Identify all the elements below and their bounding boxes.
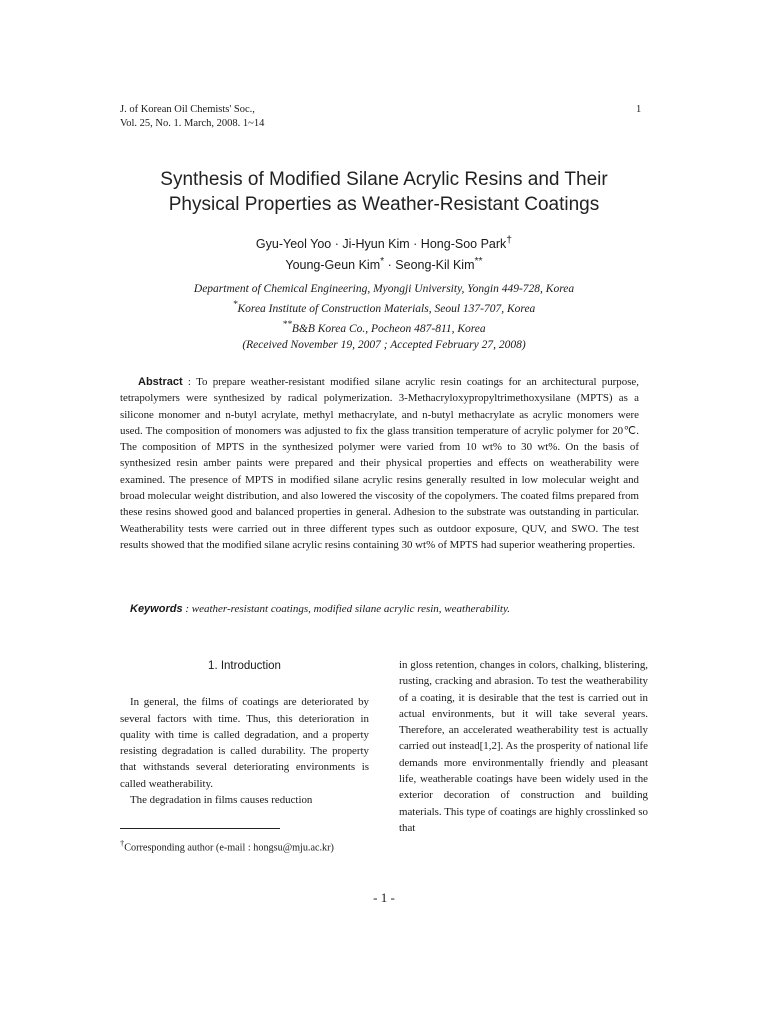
corresponding-author-mark: † <box>506 235 513 246</box>
paper-title <box>60 167 708 217</box>
affiliation-1: Department of Chemical Engineering, Myongji University, Yongin 449-728, Korea <box>193 283 575 295</box>
affiliation-2-text: Korea Institute of Construction Materials, Seoul 137-707, Korea <box>237 303 536 316</box>
footnote-rule <box>120 828 280 829</box>
footnote-text: Corresponding author (e-mail : hongsu@mju.ac.kr) <box>124 842 334 854</box>
affiliation-3-text: B&B Korea Co., Pocheon 487-811, Korea <box>291 323 486 336</box>
right-column <box>399 657 648 836</box>
affiliation-3 <box>60 317 708 337</box>
abstract-text: To prepare weather-resistant modified silane acrylic resin coatings for an architectural purpose, tetrapolymers were synthesized by radical polymerization. 3-Methacryloxypropyltrimethoxysilane (MPTS) as a silicone monomer and n-butyl acrylate, methyl methacrylate, and n-butyl methacrylate as acrylic monomers were used. The composition of monomers was adjusted to fix the glass transition temperature of acrylic polymer for 20℃. The composition of MPTS in the synthesized polymer were varied from 10 wt% to 30 wt%. On the basis of synthesized resin amber paints were prepared and their physical properties and effects on weatherability were examined. The presence of MPTS in modified silane acrylic resins generally resulted in low molecular weight and broad molecular weight distribution, and also lowered the viscosity of the copolymers. The coated films prepared from these resins showed good and balanced properties in general. Adhesion to the substrate was outstanding in particular. Weatherability tests were carried out in three different types such as outdoor exposure, QUV, and SWO. The test results showed that the modified silane acrylic resins containing 30 wt% of MPTS had superior weathering properties. <box>120 376 639 551</box>
abstract <box>120 374 639 553</box>
received-dates: (Received November 19, 2007 ; Accepted February 27, 2008) <box>242 339 526 352</box>
keywords-label: Keywords <box>130 603 183 615</box>
abstract-paragraph <box>120 374 639 553</box>
left-column <box>120 656 369 808</box>
intro-paragraph-2: The degradation in films causes reduction <box>130 794 313 807</box>
authors-line-2 <box>60 253 708 274</box>
author-list <box>60 232 708 274</box>
authors-line-1 <box>60 232 708 253</box>
footnote <box>120 836 380 855</box>
affiliation-3-mark: ** <box>282 319 292 331</box>
intro-paragraph-continued: in gloss retention, changes in colors, chalking, blistering, rusting, cracking and abrasion. To test the weatherability of a coating, it is desirable that the test is carried out in actual environments, but it will take several years. Therefore, an accelerated weatherability test is actually carried out instead[1,2]. As the prosperity of national life demands more environmentally friendly and pleasant life, weatherable coatings have been widely used in the exterior decoration of construction and building materials. This type of coatings are highly crosslinked so that <box>399 659 648 834</box>
affiliation-2-mark: * <box>232 299 238 311</box>
affiliation-mark-1: * <box>380 256 385 268</box>
title-line-1: Synthesis of Modified Silane Acrylic Resins and Their <box>160 169 608 190</box>
author-separator: · <box>384 258 396 273</box>
affiliation-2 <box>60 297 708 317</box>
journal-line-1: J. of Korean Oil Chemists' Soc., <box>120 104 255 115</box>
header-page-number: 1 <box>636 104 642 115</box>
title-line-2: Physical Properties as Weather-Resistant Coatings <box>168 194 600 215</box>
journal-line-2: Vol. 25, No. 1. March, 2008. 1~14 <box>120 118 265 129</box>
abstract-label: Abstract <box>138 376 183 388</box>
intro-paragraph-1: In general, the films of coatings are deteriorated by several factors with time. Thus, this deterioration in quality with time is called degradation, and a property resisting degradation is called durability. The property that withstands several deteriorating environments is called weatherability. <box>120 696 369 790</box>
author-young-geun-kim: Young-Geun Kim <box>285 258 381 273</box>
page-footer-number: - 1 - <box>373 890 395 905</box>
affiliations <box>60 281 708 353</box>
abstract-separator: : <box>182 376 197 388</box>
author-seong-kil-kim: Seong-Kil Kim <box>395 258 475 273</box>
keywords <box>120 601 639 617</box>
keywords-text: weather-resistant coatings, modified silane acrylic resin, weatherability. <box>191 603 510 615</box>
journal-citation <box>120 103 264 131</box>
footnote-mark: † <box>120 838 125 848</box>
affiliation-mark-2: ** <box>474 256 483 268</box>
section-heading-introduction: 1. Introduction <box>208 660 281 672</box>
keywords-separator: : <box>182 603 192 615</box>
authors-line-1-names: Gyu-Yeol Yoo · Ji-Hyun Kim · Hong-Soo Park <box>255 237 507 252</box>
